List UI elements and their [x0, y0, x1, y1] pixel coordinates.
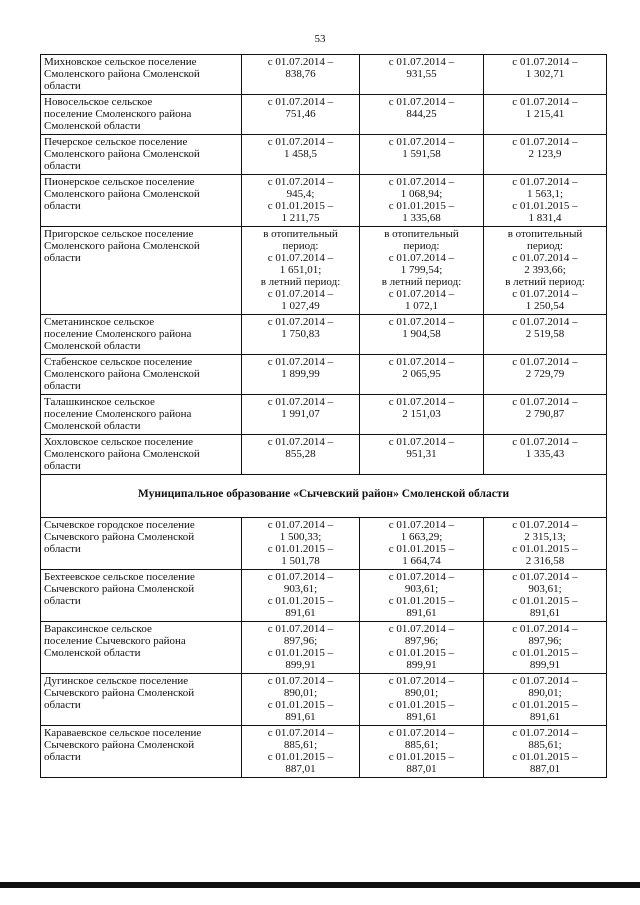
tariff-value-line: с 01.07.2014 –	[388, 436, 455, 448]
value-cell-col1	[242, 726, 360, 778]
tariff-value-line: 899,91	[406, 659, 437, 671]
value-cell-col1	[242, 175, 360, 227]
settlement-name-line: области	[44, 699, 81, 711]
tariff-value-line: 890,01;	[528, 687, 562, 699]
tariff-value-line: в отопительный	[507, 228, 583, 240]
tariff-value-line: с 01.07.2014 –	[512, 571, 578, 583]
tariff-value-line: с 01.07.2014 –	[267, 316, 334, 328]
settlement-name-line: Стабенское сельское поселение	[44, 356, 193, 368]
tariff-value-line: с 01.07.2014 –	[267, 356, 334, 368]
table-row	[41, 355, 607, 395]
settlement-name-line: Сычевского района Смоленской	[44, 531, 195, 543]
settlement-name-line: области	[44, 252, 81, 264]
settlement-name-line: Сычевского района Смоленской	[44, 687, 195, 699]
value-cell-col3	[484, 518, 607, 570]
tariff-value-line: 1 904,58	[402, 328, 441, 340]
tariff-value-line: 2 315,13;	[524, 531, 566, 543]
settlement-name-line: области	[44, 543, 81, 555]
settlement-name-cell	[41, 518, 242, 570]
tariff-value-line: с 01.07.2014 –	[512, 436, 578, 448]
settlement-name-line: поселение Смоленского района	[44, 408, 192, 420]
tariff-value-line: с 01.07.2014 –	[388, 356, 455, 368]
settlement-name-line: Смоленской области	[44, 340, 141, 352]
table-row	[41, 135, 607, 175]
tariff-value-line: 1 663,29;	[400, 531, 443, 543]
tariff-value-line: с 01.01.2015 –	[512, 595, 578, 607]
tariff-value-line: 891,61	[406, 607, 437, 619]
settlement-name-cell	[41, 315, 242, 355]
settlement-name-line: Бехтеевское сельское поселение	[44, 571, 195, 583]
value-cell-col3	[484, 55, 607, 95]
settlement-name-cell	[41, 227, 242, 315]
settlement-name-line: Сычевского района Смоленской	[44, 583, 195, 595]
settlement-name-line: области	[44, 751, 81, 763]
tariff-value-line: 887,01	[285, 763, 316, 775]
tariff-value-line: 903,61;	[283, 583, 318, 595]
tariff-value-line: с 01.01.2015 –	[512, 699, 578, 711]
tariff-value-line: 1 563,1;	[526, 188, 564, 200]
tariff-value-line: 890,01;	[283, 687, 318, 699]
table-row	[41, 395, 607, 435]
tariff-value-line: 903,61;	[528, 583, 562, 595]
tariff-value-line: 891,61	[285, 607, 316, 619]
tariff-value-line: в летний период:	[260, 276, 341, 288]
value-cell-col1	[242, 570, 360, 622]
tariff-value-line: с 01.07.2014 –	[267, 56, 334, 68]
tariff-value-line: 1 664,74	[402, 555, 441, 567]
tariff-value-line: с 01.07.2014 –	[512, 623, 578, 635]
tariff-value-line: 887,01	[529, 763, 561, 775]
value-cell-col1	[242, 227, 360, 315]
settlement-name-cell	[41, 95, 242, 135]
value-cell-col1	[242, 435, 360, 475]
tariff-value-line: 2 151,03	[402, 408, 441, 420]
settlement-name-line: Смоленского района Смоленской	[44, 148, 200, 160]
tariff-value-line: 897,96;	[404, 635, 439, 647]
settlement-name-cell	[41, 135, 242, 175]
value-cell-col2	[360, 726, 484, 778]
settlement-name-line: поселение Сычевского района	[44, 635, 186, 647]
value-cell-col3	[484, 435, 607, 475]
tariff-value-line: 1 991,07	[281, 408, 320, 420]
table-row	[41, 674, 607, 726]
tariff-value-line: 1 027,49	[281, 300, 320, 312]
tariff-value-line: с 01.07.2014 –	[512, 96, 578, 108]
value-cell-col3	[484, 674, 607, 726]
tariff-value-line: с 01.07.2014 –	[388, 56, 455, 68]
tariff-value-line: с 01.07.2014 –	[267, 252, 334, 264]
tariff-value-line: с 01.07.2014 –	[512, 288, 578, 300]
settlement-name-line: Смоленского района Смоленской	[44, 448, 200, 460]
value-cell-col1	[242, 315, 360, 355]
section-header-row	[41, 475, 607, 518]
settlement-name-line: Вараксинское сельское	[44, 623, 152, 635]
tariff-value-line: с 01.07.2014 –	[267, 176, 334, 188]
tariff-value-line: 1 215,41	[525, 108, 565, 120]
tariff-value-line: 1 591,58	[402, 148, 441, 160]
settlement-name-cell	[41, 570, 242, 622]
value-cell-col3	[484, 395, 607, 435]
tariff-value-line: 751,46	[285, 108, 316, 120]
value-cell-col1	[242, 674, 360, 726]
tariff-value-line: 891,61	[285, 711, 316, 723]
tariff-value-line: с 01.07.2014 –	[388, 571, 455, 583]
value-cell-col3	[484, 570, 607, 622]
tariff-value-line: с 01.07.2014 –	[267, 571, 334, 583]
tariff-value-line: 2 065,95	[402, 368, 441, 380]
tariff-value-line: 885,61;	[528, 739, 562, 751]
value-cell-col2	[360, 95, 484, 135]
value-cell-col2	[360, 175, 484, 227]
tariff-value-line: 891,61	[406, 711, 437, 723]
tariff-value-line: с 01.01.2015 –	[512, 543, 578, 555]
tariff-value-line: период:	[527, 240, 563, 252]
tariff-value-line: 887,01	[406, 763, 437, 775]
section-title: Муниципальное образование «Сычевский район» Смоленской области	[41, 475, 607, 518]
tariff-value-line: 945,4;	[286, 188, 315, 200]
settlement-name-line: области	[44, 460, 81, 472]
value-cell-col2	[360, 622, 484, 674]
tariff-value-line: с 01.07.2014 –	[388, 519, 455, 531]
settlement-name-line: Сычевское городское поселение	[44, 519, 195, 531]
settlement-name-line: области	[44, 380, 81, 392]
tariff-value-line: с 01.01.2015 –	[388, 751, 455, 763]
tariff-value-line: с 01.07.2014 –	[512, 176, 578, 188]
value-cell-col1	[242, 622, 360, 674]
settlement-name-line: области	[44, 200, 81, 212]
tariff-value-line: с 01.01.2015 –	[388, 595, 455, 607]
settlement-name-line: Сметанинское сельское	[44, 316, 155, 328]
tariff-value-line: с 01.07.2014 –	[388, 136, 455, 148]
tariff-value-line: 890,01;	[404, 687, 439, 699]
settlement-name-cell	[41, 355, 242, 395]
settlement-name-line: Пионерское сельское поселение	[44, 176, 195, 188]
tariff-value-line: с 01.01.2015 –	[267, 699, 334, 711]
value-cell-col2	[360, 674, 484, 726]
tariff-value-line: с 01.01.2015 –	[267, 751, 334, 763]
tariff-value-line: с 01.07.2014 –	[267, 623, 334, 635]
settlement-name-line: Хохловское сельское поселение	[44, 436, 193, 448]
tariff-value-line: с 01.01.2015 –	[267, 543, 334, 555]
tariff-value-line: 885,61;	[404, 739, 439, 751]
tariff-value-line: 855,28	[285, 448, 316, 460]
value-cell-col3	[484, 95, 607, 135]
tariff-value-line: с 01.01.2015 –	[512, 647, 578, 659]
tariff-value-line: с 01.07.2014 –	[267, 675, 334, 687]
tariff-value-line: с 01.01.2015 –	[388, 647, 455, 659]
tariff-value-line: 1 335,68	[402, 212, 441, 224]
tariff-value-line: с 01.07.2014 –	[388, 96, 455, 108]
tariff-value-line: с 01.01.2015 –	[512, 200, 578, 212]
tariff-value-line: с 01.01.2015 –	[388, 200, 455, 212]
value-cell-col3	[484, 175, 607, 227]
settlement-name-cell	[41, 55, 242, 95]
tariff-value-line: с 01.07.2014 –	[512, 252, 578, 264]
tariff-value-line: 1 651,01;	[279, 264, 322, 276]
settlement-name-line: Новосельское сельское	[44, 96, 153, 108]
settlement-name-line: Смоленского района Смоленской	[44, 240, 200, 252]
tariff-value-line: с 01.07.2014 –	[512, 136, 578, 148]
settlement-name-line: Михновское сельское поселение	[44, 56, 197, 68]
tariff-value-line: 2 790,87	[525, 408, 565, 420]
tariff-value-line: 899,91	[285, 659, 316, 671]
settlement-name-line: Смоленской области	[44, 647, 141, 659]
table-row	[41, 175, 607, 227]
table-row	[41, 435, 607, 475]
bottom-rule	[0, 882, 640, 888]
tariff-value-line: с 01.07.2014 –	[388, 252, 455, 264]
tariff-value-line: с 01.01.2015 –	[512, 751, 578, 763]
settlement-name-line: Смоленской области	[44, 420, 141, 432]
tariff-value-line: 885,61;	[283, 739, 318, 751]
tariff-value-line: с 01.07.2014 –	[267, 136, 334, 148]
tariff-value-line: с 01.07.2014 –	[267, 727, 334, 739]
tariff-value-line: 1 750,83	[281, 328, 320, 340]
value-cell-col1	[242, 135, 360, 175]
tariff-value-line: с 01.07.2014 –	[388, 396, 455, 408]
settlement-name-line: области	[44, 595, 81, 607]
value-cell-col2	[360, 355, 484, 395]
settlement-name-line: области	[44, 160, 81, 172]
settlement-name-line: Печерское сельское поселение	[44, 136, 188, 148]
table-row	[41, 227, 607, 315]
tariff-value-line: с 01.07.2014 –	[267, 396, 334, 408]
tariff-value-line: 1 500,33;	[279, 531, 322, 543]
value-cell-col1	[242, 518, 360, 570]
tariff-value-line: 2 316,58	[525, 555, 565, 567]
tariff-value-line: с 01.07.2014 –	[388, 727, 455, 739]
tariff-value-line: период:	[282, 240, 319, 252]
table-row	[41, 726, 607, 778]
tariff-value-line: 838,76	[285, 68, 316, 80]
value-cell-col1	[242, 55, 360, 95]
value-cell-col3	[484, 726, 607, 778]
value-cell-col2	[360, 315, 484, 355]
tariff-table	[40, 54, 607, 778]
settlement-name-line: Смоленского района Смоленской	[44, 188, 200, 200]
tariff-value-line: 951,31	[406, 448, 437, 460]
settlement-name-line: Талашкинское сельское	[44, 396, 155, 408]
tariff-value-line: в летний период:	[505, 276, 585, 288]
table-row	[41, 55, 607, 95]
value-cell-col1	[242, 395, 360, 435]
page-number: 53	[314, 33, 326, 45]
tariff-value-line: 2 519,58	[525, 328, 565, 340]
tariff-value-line: 1 072,1	[405, 300, 438, 312]
tariff-value-line: 2 123,9	[528, 148, 562, 160]
value-cell-col3	[484, 315, 607, 355]
settlement-name-cell	[41, 726, 242, 778]
tariff-value-line: 1 068,94;	[400, 188, 443, 200]
tariff-value-line: период:	[403, 240, 440, 252]
settlement-name-line: Караваевское сельское поселение	[44, 727, 202, 739]
tariff-value-line: с 01.07.2014 –	[267, 96, 334, 108]
value-cell-col2	[360, 395, 484, 435]
settlement-name-line: области	[44, 80, 81, 92]
tariff-value-line: 897,96;	[528, 635, 562, 647]
value-cell-col3	[484, 355, 607, 395]
tariff-value-line: 899,91	[529, 659, 561, 671]
value-cell-col1	[242, 355, 360, 395]
value-cell-col2	[360, 227, 484, 315]
tariff-value-line: 2 393,66;	[524, 264, 566, 276]
tariff-value-line: с 01.07.2014 –	[512, 396, 578, 408]
tariff-value-line: 1 899,99	[281, 368, 320, 380]
settlement-name-line: Смоленского района Смоленской	[44, 368, 200, 380]
tariff-value-line: с 01.07.2014 –	[267, 436, 334, 448]
tariff-value-line: 903,61;	[404, 583, 439, 595]
tariff-value-line: с 01.07.2014 –	[512, 356, 578, 368]
value-cell-col2	[360, 135, 484, 175]
settlement-name-line: Дугинское сельское поселение	[44, 675, 189, 687]
tariff-value-line: с 01.01.2015 –	[388, 543, 455, 555]
tariff-value-line: 1 302,71	[525, 68, 565, 80]
value-cell-col2	[360, 55, 484, 95]
tariff-value-line: в отопительный	[384, 228, 459, 240]
tariff-value-line: с 01.01.2015 –	[267, 647, 334, 659]
tariff-value-line: в отопительный	[263, 228, 338, 240]
tariff-value-line: 897,96;	[283, 635, 318, 647]
tariff-value-line: 891,61	[529, 711, 561, 723]
value-cell-col2	[360, 518, 484, 570]
tariff-value-line: с 01.07.2014 –	[388, 316, 455, 328]
value-cell-col3	[484, 622, 607, 674]
tariff-value-line: 1 250,54	[525, 300, 565, 312]
settlement-name-cell	[41, 435, 242, 475]
tariff-value-line: 1 831,4	[528, 212, 562, 224]
tariff-value-line: 1 335,43	[525, 448, 565, 460]
tariff-value-line: с 01.07.2014 –	[512, 727, 578, 739]
settlement-name-line: Пригорское сельское поселение	[44, 228, 194, 240]
settlement-name-cell	[41, 175, 242, 227]
table-row	[41, 518, 607, 570]
settlement-name-line: Смоленской области	[44, 120, 141, 132]
tariff-value-line: в летний период:	[381, 276, 462, 288]
value-cell-col3	[484, 135, 607, 175]
tariff-value-line: 2 729,79	[525, 368, 565, 380]
tariff-value-line: с 01.01.2015 –	[267, 595, 334, 607]
tariff-value-line: с 01.07.2014 –	[267, 519, 334, 531]
tariff-value-line: 1 501,78	[281, 555, 320, 567]
tariff-table-body	[41, 55, 607, 778]
tariff-value-line: 931,55	[406, 68, 437, 80]
tariff-value-line: с 01.07.2014 –	[388, 288, 455, 300]
tariff-value-line: 1 799,54;	[400, 264, 443, 276]
tariff-value-line: 891,61	[529, 607, 561, 619]
table-row	[41, 95, 607, 135]
tariff-value-line: с 01.01.2015 –	[388, 699, 455, 711]
settlement-name-line: Сычевского района Смоленской	[44, 739, 195, 751]
tariff-value-line: с 01.07.2014 –	[388, 675, 455, 687]
table-row	[41, 315, 607, 355]
tariff-value-line: с 01.07.2014 –	[267, 288, 334, 300]
tariff-value-line: с 01.07.2014 –	[512, 316, 578, 328]
tariff-value-line: с 01.07.2014 –	[388, 623, 455, 635]
value-cell-col3	[484, 227, 607, 315]
tariff-value-line: 844,25	[406, 108, 437, 120]
settlement-name-line: поселение Смоленского района	[44, 108, 192, 120]
tariff-value-line: с 01.07.2014 –	[512, 56, 578, 68]
settlement-name-cell	[41, 622, 242, 674]
tariff-value-line: с 01.07.2014 –	[388, 176, 455, 188]
value-cell-col1	[242, 95, 360, 135]
tariff-value-line: 1 458,5	[284, 148, 317, 160]
value-cell-col2	[360, 570, 484, 622]
tariff-value-line: с 01.07.2014 –	[512, 519, 578, 531]
tariff-value-line: 1 211,75	[281, 212, 320, 224]
settlement-name-line: поселение Смоленского района	[44, 328, 192, 340]
tariff-value-line: с 01.07.2014 –	[512, 675, 578, 687]
settlement-name-line: Смоленского района Смоленской	[44, 68, 200, 80]
tariff-value-line: с 01.01.2015 –	[267, 200, 334, 212]
value-cell-col2	[360, 435, 484, 475]
settlement-name-cell	[41, 395, 242, 435]
table-row	[41, 570, 607, 622]
table-row	[41, 622, 607, 674]
settlement-name-cell	[41, 674, 242, 726]
